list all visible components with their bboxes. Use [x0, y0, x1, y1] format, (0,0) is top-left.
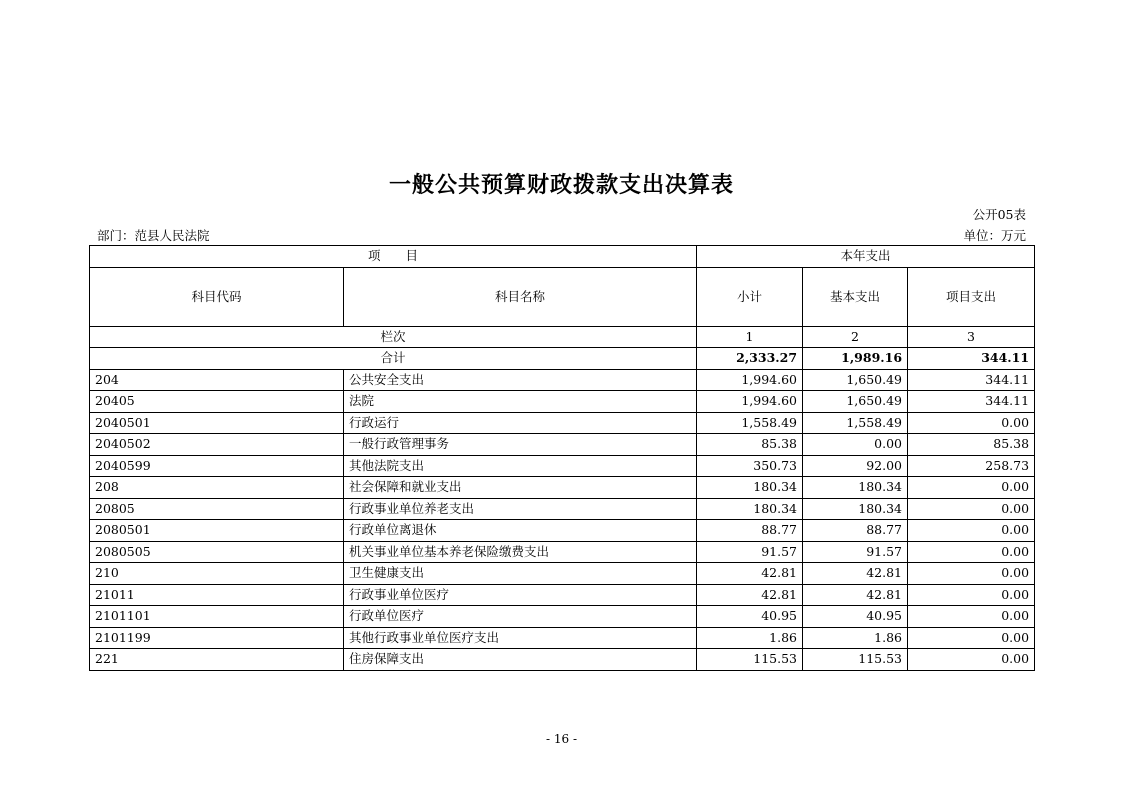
row-code: 208 [90, 477, 344, 499]
row-name: 公共安全支出 [344, 369, 697, 391]
total-subtotal: 2,333.27 [697, 348, 803, 370]
col-basic-header: 基本支出 [803, 267, 908, 326]
row-basic: 1.86 [803, 627, 908, 649]
row-code: 2080505 [90, 541, 344, 563]
row-code: 21011 [90, 584, 344, 606]
item-group-header: 项 目 [90, 246, 697, 268]
row-project: 344.11 [908, 369, 1035, 391]
current-year-header: 本年支出 [697, 246, 1035, 268]
row-subtotal: 1.86 [697, 627, 803, 649]
row-project: 0.00 [908, 563, 1035, 585]
table-row [90, 434, 1035, 456]
form-number: 公开05表 [972, 207, 1026, 222]
row-project: 0.00 [908, 649, 1035, 671]
row-subtotal: 42.81 [697, 584, 803, 606]
row-name: 社会保障和就业支出 [344, 477, 697, 499]
row-name: 机关事业单位基本养老保险缴费支出 [344, 541, 697, 563]
row-basic: 88.77 [803, 520, 908, 542]
table-row [90, 455, 1035, 477]
row-basic: 115.53 [803, 649, 908, 671]
total-project: 344.11 [908, 348, 1035, 370]
total-row [90, 348, 1035, 370]
row-name: 行政事业单位养老支出 [344, 498, 697, 520]
row-subtotal: 180.34 [697, 477, 803, 499]
row-project: 0.00 [908, 520, 1035, 542]
col-name-header: 科目名称 [344, 267, 697, 326]
total-label: 合计 [90, 348, 697, 370]
header-row-group [90, 246, 1035, 268]
table-row [90, 520, 1035, 542]
row-name: 行政事业单位医疗 [344, 584, 697, 606]
table-row [90, 627, 1035, 649]
index-row [90, 326, 1035, 348]
document-title: 一般公共预算财政拨款支出决算表 [388, 172, 734, 198]
row-subtotal: 88.77 [697, 520, 803, 542]
index-3: 3 [908, 326, 1035, 348]
row-subtotal: 115.53 [697, 649, 803, 671]
row-basic: 180.34 [803, 477, 908, 499]
row-code: 20805 [90, 498, 344, 520]
row-basic: 42.81 [803, 563, 908, 585]
row-basic: 92.00 [803, 455, 908, 477]
row-project: 0.00 [908, 627, 1035, 649]
row-project: 344.11 [908, 391, 1035, 413]
row-code: 2101101 [90, 606, 344, 628]
row-subtotal: 1,994.60 [697, 391, 803, 413]
row-subtotal: 91.57 [697, 541, 803, 563]
row-subtotal: 85.38 [697, 434, 803, 456]
row-basic: 0.00 [803, 434, 908, 456]
total-basic: 1,989.16 [803, 348, 908, 370]
row-basic: 1,558.49 [803, 412, 908, 434]
row-name: 住房保障支出 [344, 649, 697, 671]
table-row [90, 391, 1035, 413]
row-subtotal: 1,558.49 [697, 412, 803, 434]
row-subtotal: 180.34 [697, 498, 803, 520]
index-1: 1 [697, 326, 803, 348]
header-row-columns [90, 267, 1035, 326]
page-number: - 16 - [545, 732, 577, 746]
expenditure-table [89, 245, 1035, 671]
table-row [90, 541, 1035, 563]
col-project-header: 项目支出 [908, 267, 1035, 326]
row-project: 0.00 [908, 477, 1035, 499]
row-name: 法院 [344, 391, 697, 413]
table-row [90, 649, 1035, 671]
row-code: 2040501 [90, 412, 344, 434]
row-code: 20405 [90, 391, 344, 413]
row-subtotal: 1,994.60 [697, 369, 803, 391]
row-code: 2101199 [90, 627, 344, 649]
table-row [90, 563, 1035, 585]
row-name: 行政单位离退休 [344, 520, 697, 542]
row-name: 行政运行 [344, 412, 697, 434]
table-row [90, 606, 1035, 628]
row-basic: 42.81 [803, 584, 908, 606]
index-label: 栏次 [90, 326, 697, 348]
row-name: 一般行政管理事务 [344, 434, 697, 456]
col-code-header: 科目代码 [90, 267, 344, 326]
row-name: 其他法院支出 [344, 455, 697, 477]
row-basic: 1,650.49 [803, 391, 908, 413]
row-project: 0.00 [908, 584, 1035, 606]
row-project: 85.38 [908, 434, 1035, 456]
row-subtotal: 42.81 [697, 563, 803, 585]
row-project: 0.00 [908, 412, 1035, 434]
row-code: 204 [90, 369, 344, 391]
row-basic: 1,650.49 [803, 369, 908, 391]
index-2: 2 [803, 326, 908, 348]
table-row [90, 477, 1035, 499]
row-project: 0.00 [908, 606, 1035, 628]
row-code: 210 [90, 563, 344, 585]
row-project: 258.73 [908, 455, 1035, 477]
department-label: 部门：范县人民法院 [97, 228, 210, 243]
table-row [90, 412, 1035, 434]
row-code: 2040502 [90, 434, 344, 456]
col-subtotal-header: 小计 [697, 267, 803, 326]
table-row [90, 498, 1035, 520]
table-row [90, 369, 1035, 391]
unit-label: 单位：万元 [963, 228, 1026, 243]
row-project: 0.00 [908, 498, 1035, 520]
row-project: 0.00 [908, 541, 1035, 563]
row-subtotal: 40.95 [697, 606, 803, 628]
row-name: 其他行政事业单位医疗支出 [344, 627, 697, 649]
table-row [90, 584, 1035, 606]
row-name: 行政单位医疗 [344, 606, 697, 628]
row-code: 2080501 [90, 520, 344, 542]
row-code: 221 [90, 649, 344, 671]
row-name: 卫生健康支出 [344, 563, 697, 585]
row-basic: 40.95 [803, 606, 908, 628]
row-basic: 180.34 [803, 498, 908, 520]
row-basic: 91.57 [803, 541, 908, 563]
row-code: 2040599 [90, 455, 344, 477]
row-subtotal: 350.73 [697, 455, 803, 477]
